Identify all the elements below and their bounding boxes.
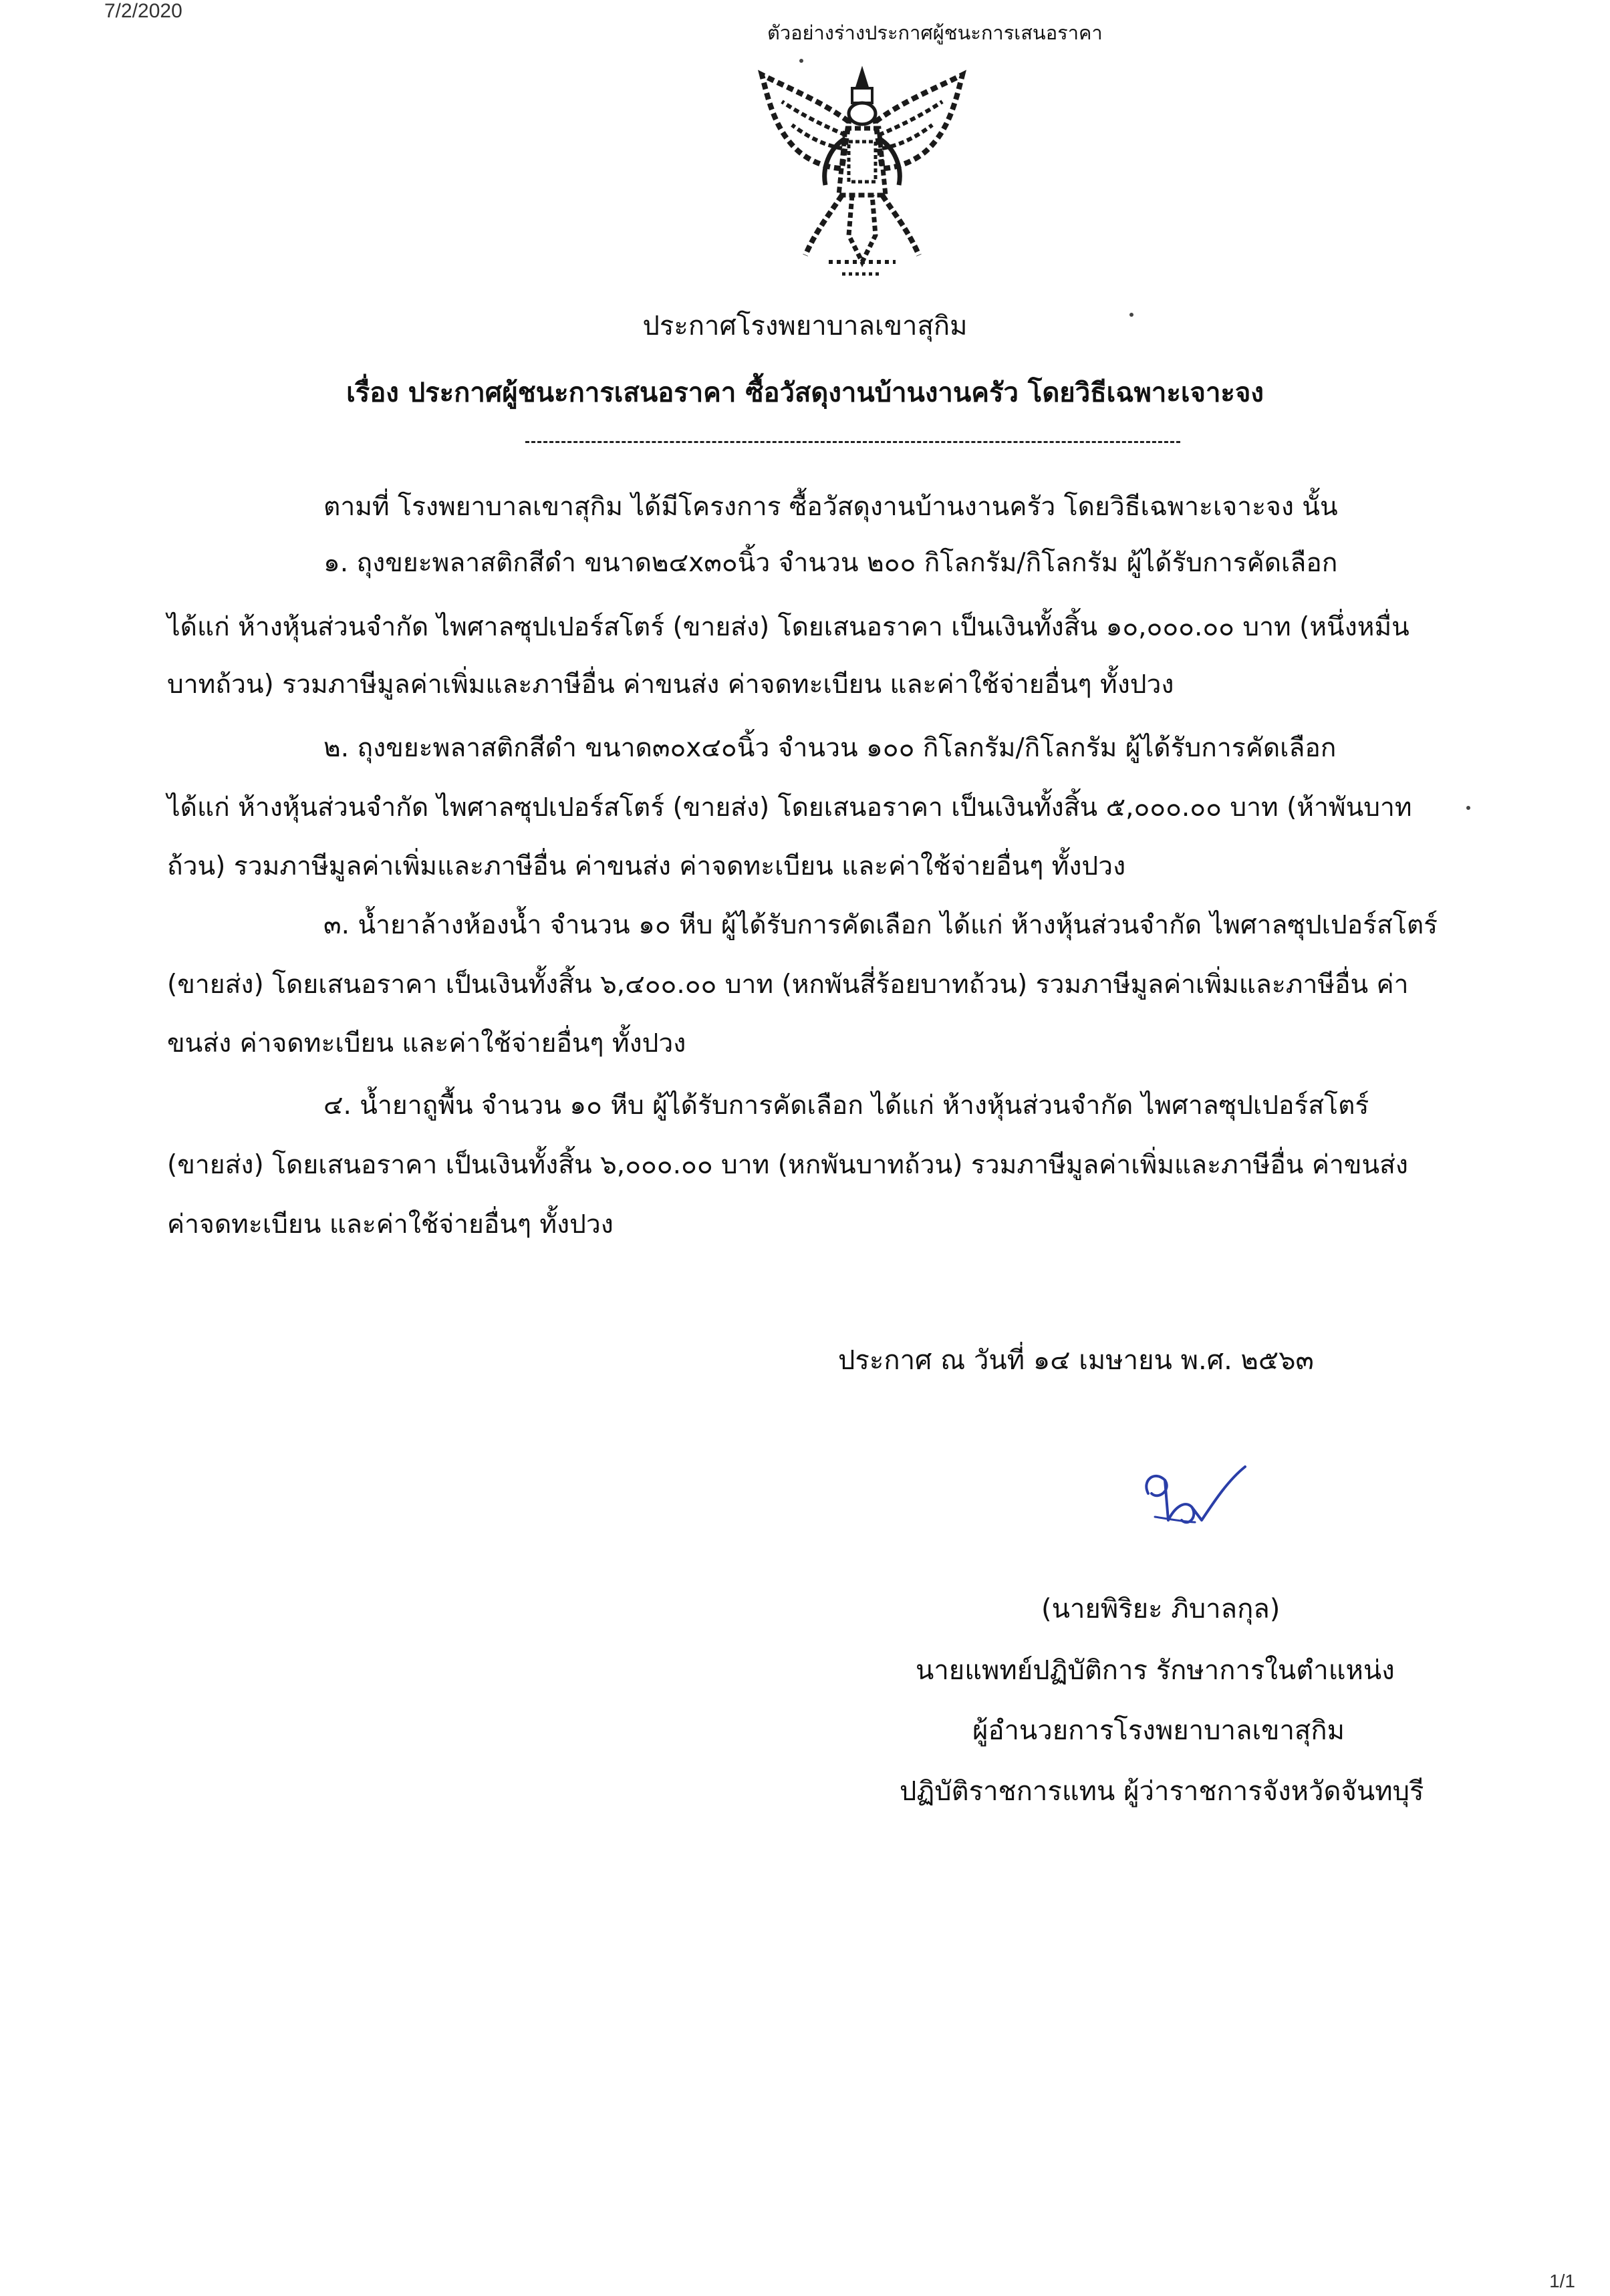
item-3-line-1: ๓. น้ำยาล้างห้องน้ำ จำนวน ๑๐ หีบ ผู้ได้รับการคัดเลือก ได้แก่ ห้างหุ้นส่วนจำกัด ไพศาลซุปเปอร์สโตร์ <box>323 910 1438 940</box>
item-1-line-2: ได้แก่ ห้างหุ้นส่วนจำกัด ไพศาลซุปเปอร์สโตร์ (ขายส่ง) โดยเสนอราคา เป็นเงินทั้งสิ้น ๑๐,๐๐๐.๐๐ บาท (หนึ่งหมื่น <box>167 612 1410 642</box>
item-4-line-1: ๔. น้ำยาถูพื้น จำนวน ๑๐ หีบ ผู้ได้รับการคัดเลือก ได้แก่ ห้างหุ้นส่วนจำกัด ไพศาลซุปเปอร์สโตร์ <box>323 1091 1369 1121</box>
print-date: 7/2/2020 <box>104 0 182 22</box>
signatory-position-3: ปฏิบัติราชการแทน ผู้ว่าราชการจังหวัดจันทบุรี <box>900 1776 1424 1807</box>
scan-speck <box>1466 806 1470 810</box>
page-number: 1/1 <box>1549 2271 1575 2291</box>
announcement-title: ประกาศโรงพยาบาลเขาสุกิม <box>642 311 968 341</box>
item-2-line-1: ๒. ถุงขยะพลาสติกสีดำ ขนาด๓๐x๔๐นิ้ว จำนวน ๑๐๐ กิโลกรัม/กิโลกรัม ผู้ได้รับการคัดเลือก <box>323 733 1337 763</box>
item-3-line-2: (ขายส่ง) โดยเสนอราคา เป็นเงินทั้งสิ้น ๖,๔๐๐.๐๐ บาท (หกพันสี่ร้อยบาทถ้วน) รวมภาษีมูลค่าเพิ่มและภาษีอื่น ค่า <box>167 970 1409 1000</box>
handwritten-signature <box>1128 1453 1262 1547</box>
signatory-position-1: นายแพทย์ปฏิบัติการ รักษาการในตำแหน่ง <box>916 1655 1395 1686</box>
item-1-line-3: บาทถ้วน) รวมภาษีมูลค่าเพิ่มและภาษีอื่น ค่าขนส่ง ค่าจดทะเบียน และค่าใช้จ่ายอื่นๆ ทั้งปวง <box>167 670 1174 700</box>
announcement-date: ประกาศ ณ วันที่ ๑๔ เมษายน พ.ศ. ๒๕๖๓ <box>838 1345 1314 1376</box>
intro-paragraph: ตามที่ โรงพยาบาลเขาสุกิม ได้มีโครงการ ซื้อวัสดุงานบ้านงานครัว โดยวิธีเฉพาะเจาะจง นั้น <box>323 492 1338 522</box>
item-4-line-3: ค่าจดทะเบียน และค่าใช้จ่ายอื่นๆ ทั้งปวง <box>167 1209 614 1240</box>
garuda-emblem-icon <box>749 61 976 282</box>
draft-note: ตัวอย่างร่างประกาศผู้ชนะการเสนอราคา <box>767 21 1103 44</box>
title-divider <box>525 441 1180 443</box>
item-1-line-1: ๑. ถุงขยะพลาสติกสีดำ ขนาด๒๔x๓๐นิ้ว จำนวน ๒๐๐ กิโลกรัม/กิโลกรัม ผู้ได้รับการคัดเลือก <box>323 548 1338 578</box>
item-2-line-2: ได้แก่ ห้างหุ้นส่วนจำกัด ไพศาลซุปเปอร์สโตร์ (ขายส่ง) โดยเสนอราคา เป็นเงินทั้งสิ้น ๕,๐๐๐.๐๐ บาท (ห้าพันบาท <box>167 793 1412 823</box>
item-2-line-3: ถ้วน) รวมภาษีมูลค่าเพิ่มและภาษีอื่น ค่าขนส่ง ค่าจดทะเบียน และค่าใช้จ่ายอื่นๆ ทั้งปวง <box>167 851 1126 881</box>
item-3-line-3: ขนส่ง ค่าจดทะเบียน และค่าใช้จ่ายอื่นๆ ทั้งปวง <box>167 1028 686 1058</box>
announcement-subject: เรื่อง ประกาศผู้ชนะการเสนอราคา ซื้อวัสดุงานบ้านงานครัว โดยวิธีเฉพาะเจาะจง <box>346 378 1264 408</box>
scan-speck <box>1129 313 1133 317</box>
signatory-name: (นายพิริยะ ภิบาลกุล) <box>1041 1594 1281 1624</box>
scan-speck <box>799 59 803 63</box>
signatory-position-2: ผู้อำนวยการโรงพยาบาลเขาสุกิม <box>972 1715 1345 1746</box>
item-4-line-2: (ขายส่ง) โดยเสนอราคา เป็นเงินทั้งสิ้น ๖,๐๐๐.๐๐ บาท (หกพันบาทถ้วน) รวมภาษีมูลค่าเพิ่มและภาษีอื่น ค่าขนส่ง <box>167 1150 1408 1180</box>
